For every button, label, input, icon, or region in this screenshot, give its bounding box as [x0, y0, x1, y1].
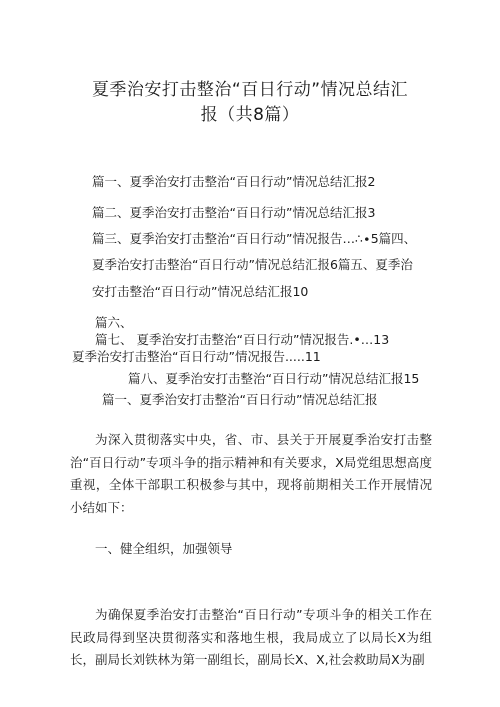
toc-entry-5: 安打击整治“百日行动”情况总结汇报10	[92, 284, 309, 299]
toc-entry-7: 篇七、 夏季治安打击整治“百日行动”情况报告.•…13	[95, 332, 390, 347]
toc-entry-8: 夏季治安打击整治“百日行动”情况报告.....11	[72, 349, 321, 364]
section-title: 篇一、夏季治安打击整治“百日行动”情况总结汇报	[102, 392, 378, 407]
toc-entry-4: 夏季治安打击整治“百日行动”情况总结汇报6篇五、夏季治	[92, 257, 413, 272]
toc-entry-6: 篇六、	[95, 315, 133, 330]
toc-entry-1: 篇一、夏季治安打击整治“百日行动”情况总结汇报2	[92, 174, 376, 189]
toc-entry-2: 篇二、夏季治安打击整治“百日行动”情况总结汇报3	[92, 205, 376, 220]
body-paragraph-1: 为深入贯彻落实中央，省、市、县关于开展夏季治安打击整治“百日行动”专项斗争的指示精神和有关要求，X局党组思想高度重视，全体干部职工积极参与其中，现将前期相关工作开展情况小结如下：	[70, 432, 432, 515]
body-paragraph-2: 为确保夏季治安打击整治“百日行动”专项斗争的相关工作在民政局得到坚决贯彻落实和落地生根，我局成立了以局长X为组长，副局长刘铁林为第一副组长，副局长X、X,社会救助局X为副	[70, 607, 432, 668]
toc-entry-3: 篇三、夏季治安打击整治“百日行动”情况报告…∴∙5篇四、	[92, 231, 417, 246]
section-heading-1: 一、健全组织，加强领导	[95, 541, 233, 556]
document-title-line-2: 报（共8篇）	[200, 105, 300, 125]
toc-entry-9: 篇八、夏季治安打击整治“百日行动”情况总结汇报15	[128, 371, 420, 386]
document-title-line-1: 夏季治安打击整治“百日行动”情况总结汇	[91, 80, 409, 100]
